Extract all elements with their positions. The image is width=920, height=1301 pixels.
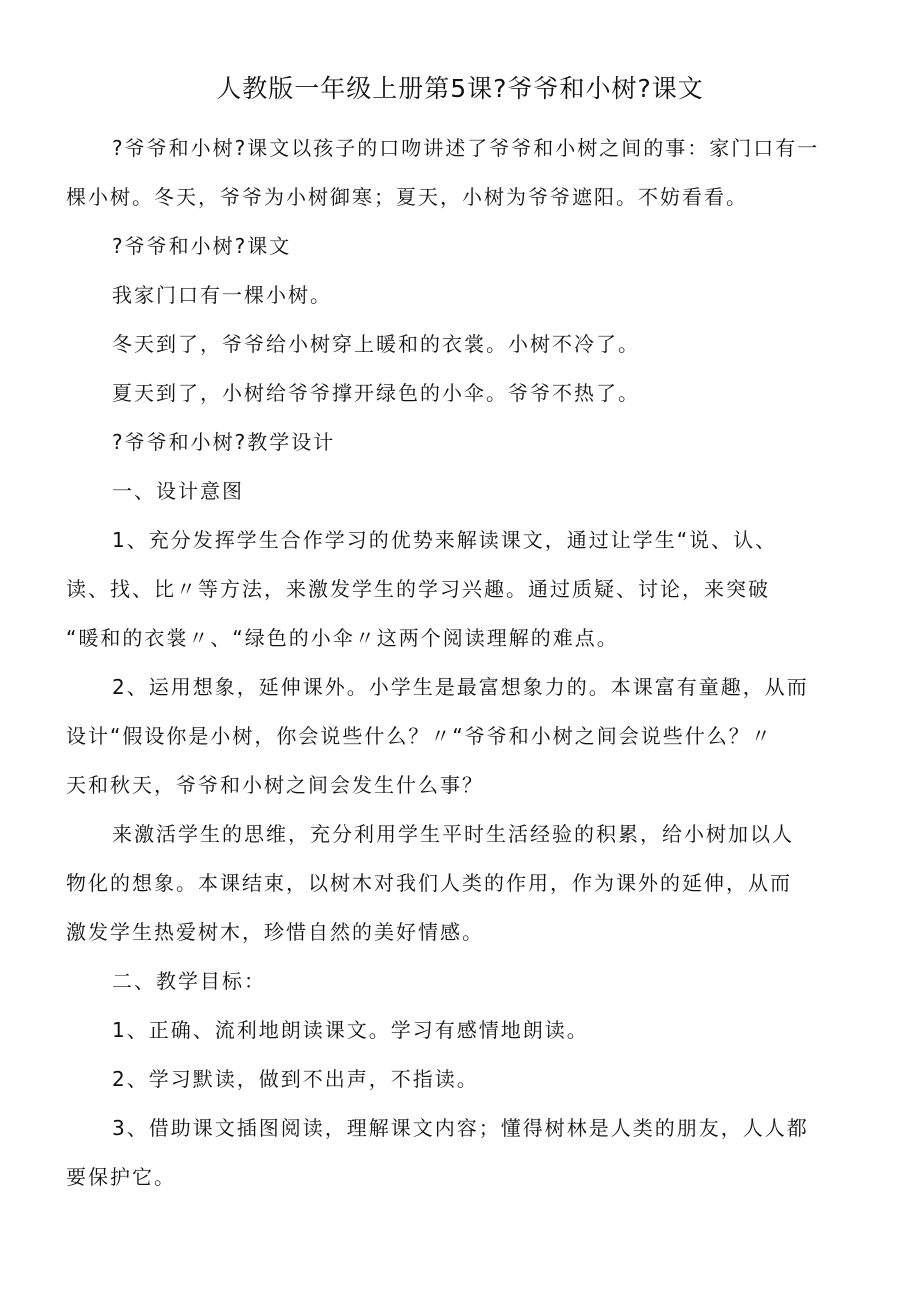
text-line: 天和秋天，爷爷和小树之间会发生什么事？ xyxy=(66,773,484,797)
text-line: 3、借助课文插图阅读，理解课文内容；懂得树林是人类的朋友，人人都 xyxy=(112,1116,809,1140)
document-body xyxy=(66,124,856,1202)
text-line: ?爷爷和小树?课文以孩子的口吻讲述了爷爷和小树之间的事：家门口有一 xyxy=(112,136,820,160)
paragraph xyxy=(66,418,856,467)
text-line: ?爷爷和小树?课文 xyxy=(112,234,292,258)
text-line: 1、正确、流利地朗读课文。学习有感情地朗读。 xyxy=(112,1018,589,1042)
text-line: 2、运用想象，延伸课外。小学生是最富想象力的。本课富有童趣，从而 xyxy=(112,675,809,699)
text-line: 2、学习默读，做到不出声，不指读。 xyxy=(112,1067,479,1091)
text-line: 棵小树。冬天，爷爷为小树御寒；夏天，小树为爷爷遮阳。不妨看看。 xyxy=(66,185,748,209)
paragraph xyxy=(66,957,856,1006)
paragraph xyxy=(66,810,856,957)
text-line: “暖和的衣裳〃、“绿色的小伞〃这两个阅读理解的难点。 xyxy=(66,626,619,650)
text-line: 二、教学目标： xyxy=(112,969,266,993)
paragraph xyxy=(66,369,856,418)
text-line: 我家门口有一棵小树。 xyxy=(112,283,332,307)
text-line: 一、设计意图 xyxy=(112,479,244,503)
text-line: 激发学生热爱树木，珍惜自然的美好情感。 xyxy=(66,920,484,944)
text-line: 冬天到了，爷爷给小树穿上暖和的衣裳。小树不冷了。 xyxy=(112,332,640,356)
paragraph xyxy=(66,663,856,810)
text-line: 来激活学生的思维，充分利用学生平时生活经验的积累，给小树加以人 xyxy=(112,822,794,846)
paragraph xyxy=(66,1055,856,1104)
paragraph xyxy=(66,467,856,516)
paragraph xyxy=(66,1006,856,1055)
text-line: 物化的想象。本课结束，以树木对我们人类的作用，作为课外的延伸，从而 xyxy=(66,871,792,895)
text-line: 要保护它。 xyxy=(66,1165,176,1189)
paragraph xyxy=(66,271,856,320)
document-title: 人教版一年级上册第5课?爷爷和小树?课文 xyxy=(216,74,704,103)
text-line: 1、充分发挥学生合作学习的优势来解读课文，通过让学生“说、认、 xyxy=(112,528,778,552)
paragraph xyxy=(66,516,856,663)
paragraph xyxy=(66,124,856,222)
text-line: ?爷爷和小树?教学设计 xyxy=(112,430,336,454)
text-line: 夏天到了，小树给爷爷撑开绿色的小伞。爷爷不热了。 xyxy=(112,381,640,405)
paragraph xyxy=(66,1104,856,1202)
paragraph xyxy=(66,320,856,369)
paragraph xyxy=(66,222,856,271)
text-line: 读、找、比〃等方法，来激发学生的学习兴趣。通过质疑、讨论，来突破 xyxy=(66,577,770,601)
text-line: 设计“假设你是小树，你会说些什么？〃“爷爷和小树之间会说些什么？〃 xyxy=(66,724,773,748)
